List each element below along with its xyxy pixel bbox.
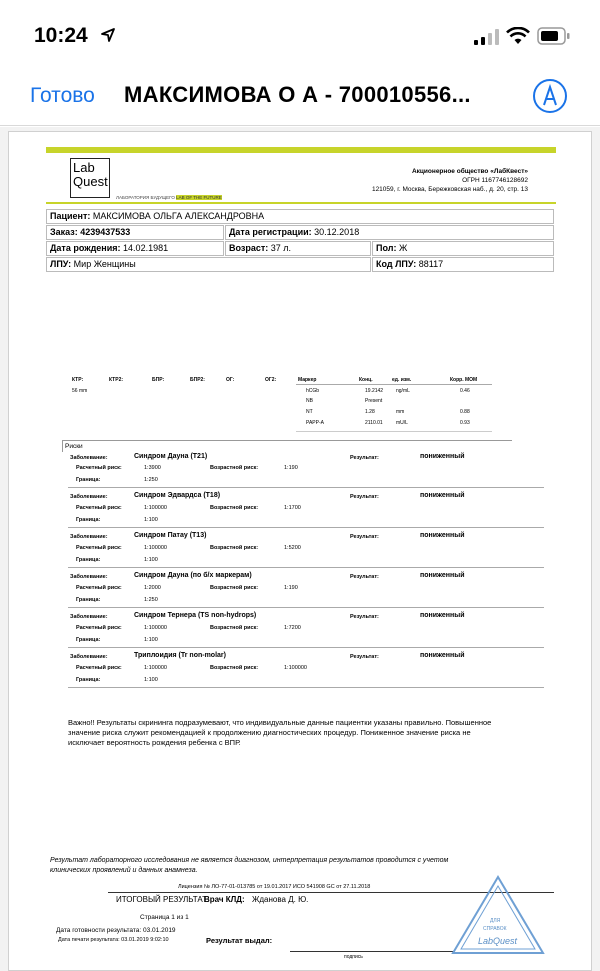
wifi-icon	[506, 27, 530, 45]
risk-separator	[68, 527, 544, 528]
location-arrow-icon	[100, 27, 116, 43]
limit-label: Граница:	[76, 477, 101, 483]
age-risk-value: 1:190	[284, 465, 298, 471]
logo-text-2: Quest	[73, 174, 108, 189]
status-time: 10:24	[34, 24, 88, 47]
company-info	[300, 167, 528, 194]
lpu-value: Мир Женщины	[73, 259, 136, 269]
lpu-code-label: Код ЛПУ:	[376, 259, 417, 269]
final-result-label: ИТОГОВЫЙ РЕЗУЛЬТАТ	[116, 895, 207, 904]
limit-label: Граница:	[76, 557, 101, 563]
limit-value: 1:250	[144, 477, 158, 483]
logo-tagline	[116, 195, 222, 200]
ready-date: Дата готовности результата: 03.01.2019	[56, 927, 176, 934]
marker-name: NB	[306, 398, 313, 404]
page-counter: Страница 1 из 1	[140, 914, 189, 921]
marker-name: hCGb	[306, 388, 320, 394]
calc-risk-value: 1:100000	[144, 545, 167, 551]
risks-title: Риски	[65, 443, 83, 450]
calc-risk-value: 1:100000	[144, 665, 167, 671]
disease-label: Заболевание:	[70, 494, 108, 500]
nav-bar	[0, 66, 600, 126]
reg-cell	[225, 225, 554, 240]
signature-label: подпись	[344, 954, 363, 960]
patient-row	[46, 209, 554, 224]
calc-risk-label: Расчетный риск:	[76, 465, 122, 471]
document-title: МАКСИМОВА О А - 700010556...	[124, 82, 471, 107]
sex-cell	[372, 241, 554, 256]
lpu-label: ЛПУ:	[50, 259, 72, 269]
brand-bar-top	[46, 147, 556, 153]
risk-separator	[68, 687, 544, 688]
marker-unit: ng/mL	[396, 388, 410, 394]
limit-value: 1:100	[144, 637, 158, 643]
disclaimer-line-2: клинических проявлений и данных анамнеза.	[50, 867, 198, 874]
marker-mom: 0.88	[460, 409, 470, 415]
param-bottom-line	[296, 431, 492, 432]
marker-mom: 0.93	[460, 420, 470, 426]
doctor-name: Жданова Д. Ю.	[252, 895, 309, 904]
dob-value: 14.02.1981	[123, 243, 169, 253]
stamp-text-2: СПРАВОК	[483, 926, 507, 932]
age-risk-label: Возрастной риск:	[210, 625, 259, 631]
marker-conc: 19.2142	[365, 388, 384, 394]
disease-label: Заболевание:	[70, 455, 108, 461]
risks-box	[62, 440, 512, 452]
calc-risk-value: 1:100000	[144, 505, 167, 511]
param-head-og: ОГ:	[226, 377, 235, 383]
result-label: Результат:	[350, 494, 379, 500]
calc-risk-value: 1:3900	[144, 465, 161, 471]
age-value: 37 л.	[270, 243, 292, 253]
lab-stamp	[450, 874, 546, 956]
disease-label: Заболевание:	[70, 574, 108, 580]
param-head-ktr: КТР:	[72, 377, 84, 383]
age-risk-value: 1:100000	[284, 665, 307, 671]
result-value: пониженный	[420, 652, 465, 659]
limit-value: 1:100	[144, 677, 158, 683]
marker-conc: 2110.01	[365, 420, 383, 426]
reg-date: 30.12.2018	[314, 227, 360, 237]
age-risk-label: Возрастной риск:	[210, 545, 259, 551]
param-head-bpr: БПР:	[152, 377, 165, 383]
disease-name: Синдром Патау (T13)	[134, 532, 207, 539]
sex-label: Пол:	[376, 243, 397, 253]
limit-value: 1:250	[144, 597, 158, 603]
marker-conc: 1.28	[365, 409, 375, 415]
logo-text-1: Lab	[73, 160, 95, 175]
battery-icon	[537, 27, 571, 45]
important-note: Важно!! Результаты скрининга подразумевают, что индивидуальные данные пациентки указаны правильно. Повышенное значение риска служит рекомендацией к продолжению диагностических процедур. Пониженное значение риска не исключает вероятность рождения ребенка с ВПР.	[68, 718, 492, 747]
risk-separator	[68, 607, 544, 608]
company-name: Акционерное общество «ЛабКвест»	[411, 168, 528, 175]
company-ogrn: ОГРН 1167746128692	[462, 177, 528, 184]
age-risk-value: 1:1700	[284, 505, 301, 511]
patient-label: Пациент:	[50, 211, 91, 221]
doctor-label: Врач КЛД:	[204, 895, 245, 904]
labquest-logo	[70, 158, 110, 198]
risk-separator	[68, 567, 544, 568]
result-label: Результат:	[350, 654, 379, 660]
license-line: Лицензия № ЛО-77-01-013785 от 19.01.2017 ИСО 541908 GC от 27.11.2018	[178, 884, 371, 890]
order-label: Заказ:	[50, 227, 78, 237]
disease-label: Заболевание:	[70, 654, 108, 660]
tagline-ru: ЛАБОРАТОРИЯ БУДУЩЕГО	[116, 195, 175, 200]
result-value: пониженный	[420, 453, 465, 460]
result-label: Результат:	[350, 455, 379, 461]
brand-bar-line	[46, 202, 556, 204]
company-address: 121059, г. Москва, Бережковская наб., д. 20, стр. 13	[371, 186, 528, 193]
print-date: Дата печати результата: 03.01.2019 9:02:10	[58, 937, 169, 943]
disease-name: Триплоидия (Tr non-molar)	[134, 652, 226, 659]
markup-pen-icon[interactable]	[532, 78, 568, 114]
result-label: Результат:	[350, 614, 379, 620]
param-head-marker: Маркер	[298, 377, 317, 383]
limit-label: Граница:	[76, 597, 101, 603]
age-risk-value: 1:190	[284, 585, 298, 591]
result-value: пониженный	[420, 492, 465, 499]
disease-name: Синдром Дауна (T21)	[134, 453, 208, 460]
tagline-en: LAB OF THE FUTURE	[176, 195, 222, 200]
param-head-conc: Конц.	[359, 377, 373, 383]
order-number: 4239437533	[80, 227, 131, 237]
risk-separator	[68, 647, 544, 648]
calc-risk-label: Расчетный риск:	[76, 625, 122, 631]
calc-risk-value: 1:100000	[144, 625, 167, 631]
result-value: пониженный	[420, 532, 465, 539]
result-value: пониженный	[420, 612, 465, 619]
risk-separator	[68, 487, 544, 488]
patient-name: МАКСИМОВА ОЛЬГА АЛЕКСАНДРОВНА	[92, 211, 265, 221]
marker-mom: 0.46	[460, 388, 470, 394]
disease-label: Заболевание:	[70, 614, 108, 620]
lpu-code-cell	[372, 257, 554, 272]
param-head-bpr2: БПР2:	[190, 377, 205, 383]
marker-name: PAPP-A	[306, 420, 324, 426]
age-cell	[225, 241, 371, 256]
marker-unit: mm	[396, 409, 405, 415]
marker-name: NT	[306, 409, 313, 415]
limit-value: 1:100	[144, 557, 158, 563]
disclaimer-line-1: Результат лабораторного исследования не является диагнозом, интерпретация результатов проводится с учетом	[50, 857, 449, 864]
stamp-text-3: LabQuest	[478, 936, 518, 946]
calc-risk-value: 1:2000	[144, 585, 161, 591]
marker-unit: mU/L	[396, 420, 408, 426]
disease-name: Синдром Эдвардса (T18)	[134, 492, 221, 499]
limit-label: Граница:	[76, 637, 101, 643]
stamp-text-1: ДЛЯ	[490, 918, 501, 924]
age-risk-label: Возрастной риск:	[210, 585, 259, 591]
lpu-code-value: 88117	[418, 259, 444, 269]
calc-risk-label: Расчетный риск:	[76, 585, 122, 591]
param-head-unit: ед. изм.	[392, 377, 412, 383]
issued-by-label: Результат выдал:	[206, 936, 273, 945]
limit-value: 1:100	[144, 517, 158, 523]
age-risk-value: 1:5200	[284, 545, 301, 551]
result-label: Результат:	[350, 574, 379, 580]
age-risk-value: 1:7200	[284, 625, 301, 631]
disease-label: Заболевание:	[70, 534, 108, 540]
param-head-og2: ОГ2:	[265, 377, 277, 383]
age-risk-label: Возрастной риск:	[210, 665, 259, 671]
age-risk-label: Возрастной риск:	[210, 465, 259, 471]
age-risk-label: Возрастной риск:	[210, 505, 259, 511]
reg-label: Дата регистрации:	[229, 227, 312, 237]
param-header-line	[296, 384, 492, 385]
calc-risk-label: Расчетный риск:	[76, 665, 122, 671]
ktr-value: 56 mm	[72, 388, 88, 394]
status-bar	[0, 0, 600, 66]
dob-cell	[46, 241, 224, 256]
lpu-cell	[46, 257, 371, 272]
disease-name: Синдром Тернера (TS non-hydrops)	[134, 612, 257, 619]
calc-risk-label: Расчетный риск:	[76, 545, 122, 551]
done-button[interactable]: Готово	[30, 84, 95, 107]
marker-conc: Present	[365, 398, 383, 404]
dob-label: Дата рождения:	[50, 243, 121, 253]
param-head-ktr2: КТР2:	[109, 377, 124, 383]
order-cell	[46, 225, 224, 240]
disease-name: Синдром Дауна (по б/х маркерам)	[134, 572, 252, 579]
cellular-signal-icon	[474, 29, 500, 45]
signature-line	[290, 951, 454, 952]
param-head-mom: Корр. МОМ	[450, 377, 478, 383]
limit-label: Граница:	[76, 677, 101, 683]
limit-label: Граница:	[76, 517, 101, 523]
age-label: Возраст:	[229, 243, 269, 253]
calc-risk-label: Расчетный риск:	[76, 505, 122, 511]
result-label: Результат:	[350, 534, 379, 540]
result-value: пониженный	[420, 572, 465, 579]
sex-value: Ж	[398, 243, 408, 253]
